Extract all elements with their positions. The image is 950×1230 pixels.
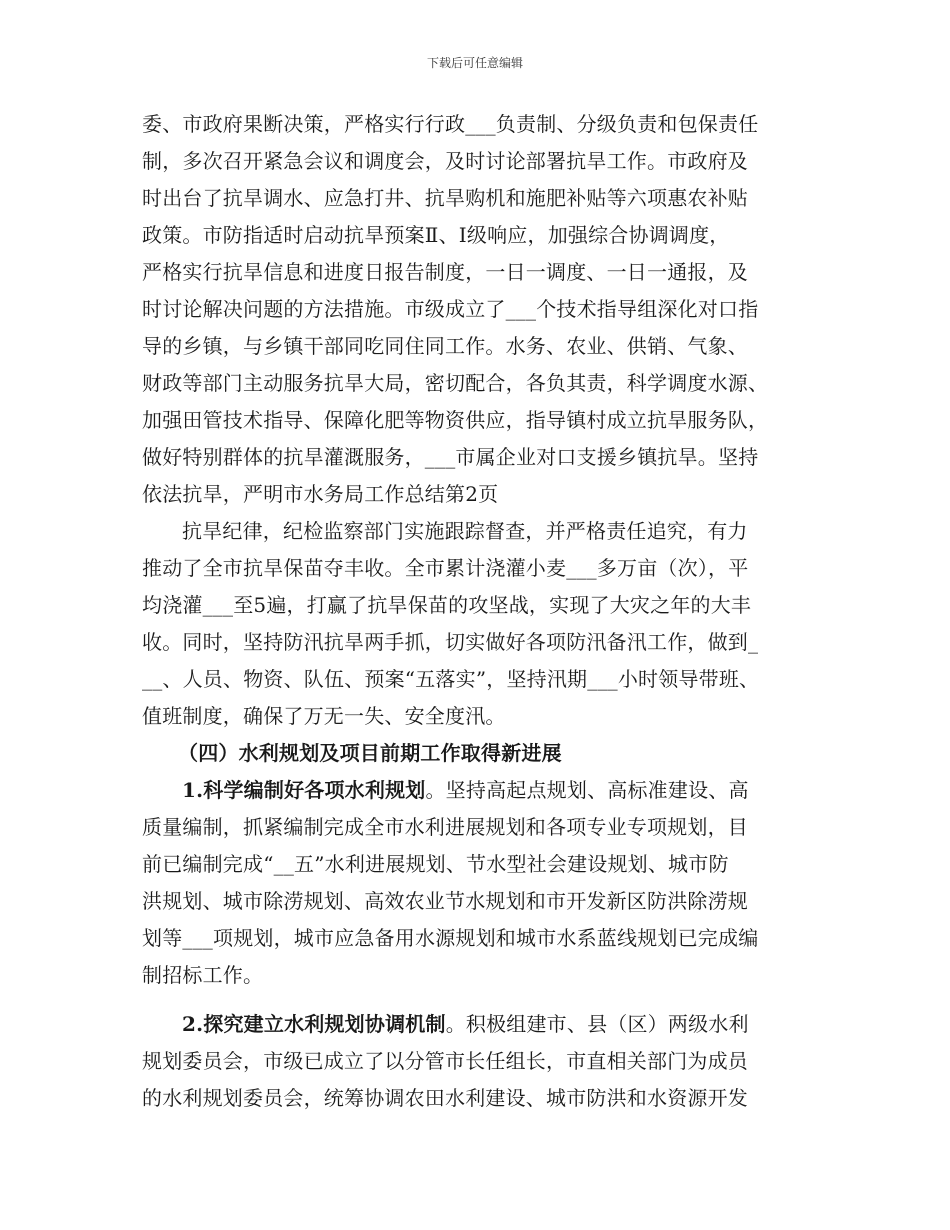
body-line: 政策。市防指适时启动抗旱预案Ⅱ、Ⅰ级响应，加强综合协调调度， [142,223,730,247]
item2-line: 的水利规划委员会，统筹协调农田水利建设、城市防洪和水资源开发 [142,1086,748,1110]
paragraph-line: 收。同时，坚持防汛抗旱两手抓，切实做好各项防汛备汛工作，做到_ [142,630,759,654]
body-line: 做好特别群体的抗旱灌溉服务，___市属企业对口支援乡镇抗旱。坚持 [142,445,759,469]
paragraph-gap [142,994,814,1006]
section-heading: （四）水利规划及项目前期工作取得新进展 [178,741,562,765]
paragraph-line: __、人员、物资、队伍、预案“五落实”，坚持汛期___小时领导带班、 [142,667,760,691]
item2-line: 规划委员会，市级已成立了以分管市长任组长，市直相关部门为成员 [142,1049,748,1073]
item2-lead: 。积极组建市、县（区）两级水利 [445,1012,749,1036]
body-line: 财政等部门主动服务抗旱大局，密切配合，各负其责，科学调度水源、 [142,371,769,395]
item1-line: 划等___项规划，城市应急备用水源规划和城市水系蓝线规划已完成编 [142,926,759,950]
paragraph-line: 均浇灌___至5遍，打赢了抗旱保苗的攻坚战，实现了大灾之年的大丰 [142,593,752,617]
item1-line: 洪规划、城市除涝规划、高效农业节水规划和市开发新区防洪除涝规 [142,889,748,913]
paragraph-line: 推动了全市抗旱保苗夺丰收。全市累计浇灌小麦___多万亩（次），平 [142,556,749,580]
item2-title: 2.探究建立水利规划协调机制 [182,1012,446,1036]
item1-line: 质量编制，抓紧编制完成全市水利进展规划和各项专业专项规划，目 [142,815,748,839]
body-line: 导的乡镇，与乡镇干部同吃同住同工作。水务、农业、供销、气象、 [142,334,748,358]
item1-lead: 。坚持高起点规划、高标准建设、高 [425,778,749,802]
page-header: 下载后可任意编辑 [426,56,523,70]
body-line: 严格实行抗旱信息和进度日报告制度，一日一调度、一日一通报，及 [142,260,748,284]
body-line: 委、市政府果断决策，严格实行行政___负责制、分级负责和包保责任 [142,112,759,136]
body-line: 依法抗旱，严明市水务局工作总结第2页 [142,482,499,506]
item1-line: 前已编制完成“__五”水利进展规划、节水型社会建设规划、城市防 [142,852,729,876]
item1-title: 1.科学编制好各项水利规划 [182,778,426,802]
body-line: 时讨论解决问题的方法措施。市级成立了___个技术指导组深化对口指 [142,297,759,321]
body-line: 时出台了抗旱调水、应急打井、抗旱购机和施肥补贴等六项惠农补贴 [142,186,748,210]
item2-first-line [142,1006,814,1043]
body-line: 加强田管技术指导、保障化肥等物资供应，指导镇村成立抗旱服务队， [142,408,769,432]
body-line: 制，多次召开紧急会议和调度会，及时讨论部署抗旱工作。市政府及 [142,149,748,173]
item1-first-line [142,772,814,809]
item1-line: 制招标工作。 [142,963,264,987]
paragraph-line: 抗旱纪律，纪检监察部门实施跟踪督查，并严格责任追究，有力 [182,519,748,543]
document-body [142,106,814,1117]
paragraph-line: 值班制度，确保了万无一失、安全度汛。 [142,704,506,728]
